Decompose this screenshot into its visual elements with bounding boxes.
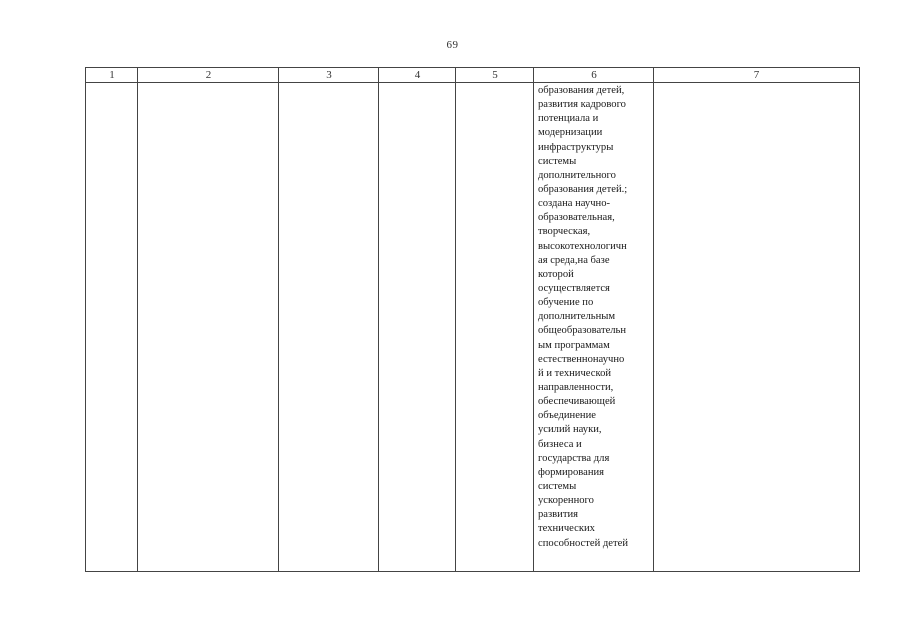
- cell-text-line: инфраструктуры: [538, 141, 614, 153]
- cell-text-line: высокотехнологичн: [538, 240, 627, 252]
- cell-text-line: развития кадрового: [538, 99, 626, 111]
- cell-text-line: образовательная,: [538, 212, 615, 224]
- column-header-2: 2: [205, 69, 212, 81]
- column-header-7: 7: [753, 69, 760, 81]
- cell-text-line: системы: [538, 155, 577, 167]
- cell-text-line: обеспечивающей: [538, 396, 616, 408]
- column-header-6: 6: [591, 69, 597, 81]
- cell-text-line: формирования: [538, 466, 605, 478]
- data-table: [85, 67, 860, 572]
- cell-text-line: общеобразовательн: [538, 325, 627, 337]
- column-header-1: 1: [109, 69, 115, 81]
- column-header-5: 5: [492, 69, 498, 81]
- cell-text-line: ая среда,на базе: [538, 254, 610, 266]
- cell-text-line: творческая,: [538, 226, 591, 238]
- cell-text-line: создана научно-: [538, 198, 611, 210]
- cell-text-line: осуществляется: [538, 282, 610, 294]
- cell-text-line: технических: [538, 523, 595, 535]
- cell-text-line: потенциала и: [538, 113, 599, 125]
- cell-text-line: ым программам: [538, 339, 610, 351]
- cell-text-line: образования детей.;: [538, 183, 628, 195]
- cell-text-line: модернизации: [538, 127, 603, 139]
- column-divider: [533, 68, 534, 571]
- column-6-cell-text: [538, 84, 654, 551]
- column-divider: [455, 68, 456, 571]
- cell-text-line: обучение по: [538, 297, 594, 309]
- column-header-3: 3: [326, 69, 332, 81]
- cell-text-line: системы: [538, 480, 577, 492]
- cell-text-line: дополнительным: [538, 311, 616, 323]
- page-number: 69: [446, 39, 459, 51]
- column-divider: [137, 68, 138, 571]
- cell-text-line: способностей детей: [538, 537, 628, 549]
- cell-text-line: й и технической: [538, 367, 612, 379]
- cell-text-line: которой: [538, 268, 574, 280]
- cell-text-line: направленности,: [538, 381, 614, 393]
- cell-text-line: естественнонаучно: [538, 353, 625, 365]
- header-row: [86, 68, 859, 83]
- cell-text-line: развития: [538, 509, 579, 521]
- column-divider: [378, 68, 379, 571]
- cell-text-line: усилий науки,: [538, 424, 602, 436]
- column-divider: [278, 68, 279, 571]
- cell-text-line: бизнеса и: [538, 438, 582, 450]
- cell-text-line: объединение: [538, 410, 596, 422]
- cell-text-line: ускоренного: [538, 495, 594, 507]
- cell-text-line: дополнительного: [538, 169, 616, 181]
- column-header-4: 4: [414, 69, 421, 81]
- cell-text-line: государства для: [538, 452, 610, 464]
- cell-text-line: образования детей,: [538, 85, 625, 96]
